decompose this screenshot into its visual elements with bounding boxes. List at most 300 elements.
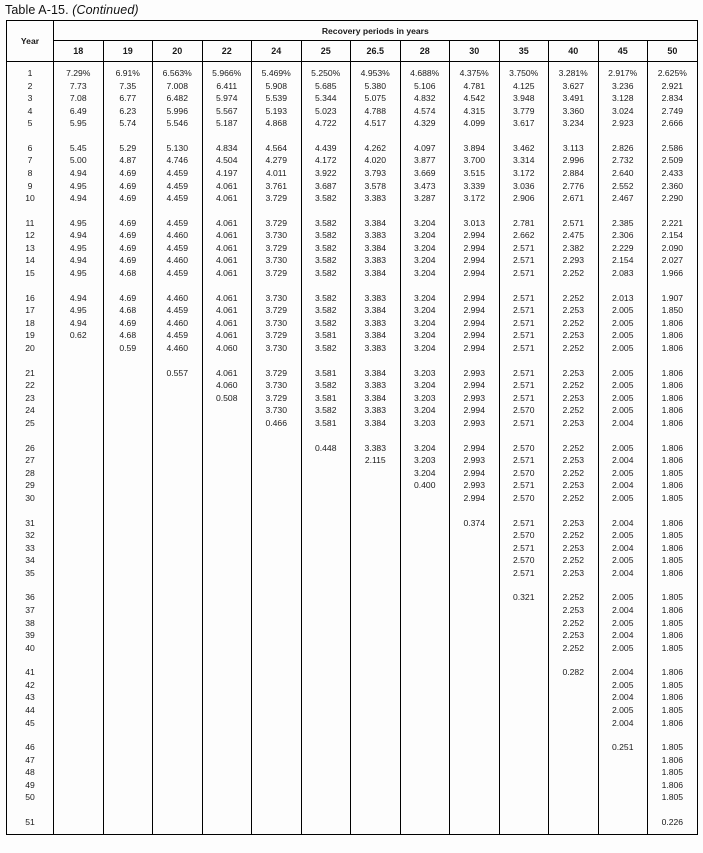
table-row	[7, 267, 698, 280]
rate-cell: 3.730	[252, 404, 302, 417]
rate-cell	[450, 604, 500, 617]
rate-cell: 4.460	[153, 254, 203, 267]
year-cell: 47	[25, 754, 35, 765]
rate-cell: 4.097	[400, 142, 450, 155]
table-row	[7, 142, 698, 155]
rate-cell: 2.306	[598, 229, 648, 242]
rate-cell	[549, 779, 599, 792]
rate-cell	[202, 604, 252, 617]
rate-cell: 3.204	[400, 342, 450, 355]
rate-cell: 2.083	[598, 267, 648, 280]
rate-cell	[153, 717, 203, 730]
table-row	[7, 517, 698, 530]
rate-cell: 3.383	[351, 292, 401, 305]
rate-cell: 4.011	[252, 167, 302, 180]
recovery-period-column-header: 22	[202, 41, 252, 62]
rate-cell	[103, 704, 153, 717]
rate-cell: 5.106	[400, 80, 450, 93]
rate-cell: 1.806	[648, 342, 698, 355]
rate-cell: 1.806	[648, 604, 698, 617]
recovery-period-column-header: 18	[54, 41, 104, 62]
rate-cell: 3.384	[351, 267, 401, 280]
rate-cell: 3.204	[400, 379, 450, 392]
recovery-period-column-header: 26.5	[351, 41, 401, 62]
rate-cell: 4.68	[103, 267, 153, 280]
rate-cell: 3.730	[252, 317, 302, 330]
rate-cell	[400, 766, 450, 779]
recovery-period-column-header: 40	[549, 41, 599, 62]
rate-cell: 4.868	[252, 117, 302, 130]
rate-cell: 3.384	[351, 367, 401, 380]
rate-cell	[153, 679, 203, 692]
rate-cell: 4.329	[400, 117, 450, 130]
rate-cell	[252, 791, 302, 804]
table-title-label: Table A-15.	[5, 3, 69, 17]
rate-cell	[450, 754, 500, 767]
rate-cell: 2.005	[598, 342, 648, 355]
rate-cell: 4.69	[103, 180, 153, 193]
rate-cell: 6.49	[54, 105, 104, 118]
rate-cell	[153, 666, 203, 679]
rate-cell	[153, 642, 203, 655]
rate-cell: 3.314	[499, 154, 549, 167]
rate-cell	[54, 791, 104, 804]
year-cell: 38	[25, 617, 35, 628]
rate-cell: 4.125	[499, 80, 549, 93]
rate-cell: 4.564	[252, 142, 302, 155]
rate-cell: 4.279	[252, 154, 302, 167]
rate-cell	[252, 766, 302, 779]
rate-cell	[54, 567, 104, 580]
rate-cell	[202, 666, 252, 679]
table-row	[7, 442, 698, 455]
rate-cell: 2.826	[598, 142, 648, 155]
rate-cell	[450, 717, 500, 730]
rate-cell: 3.204	[400, 442, 450, 455]
rate-cell	[54, 642, 104, 655]
year-cell: 8	[27, 168, 33, 179]
rate-cell: 3.204	[400, 292, 450, 305]
rate-cell: 2.571	[499, 542, 549, 555]
rate-cell: 3.339	[450, 180, 500, 193]
rate-cell: 3.384	[351, 392, 401, 405]
rate-cell: 3.729	[252, 392, 302, 405]
rate-cell	[400, 529, 450, 542]
rate-cell	[450, 766, 500, 779]
rate-cell: 3.203	[400, 367, 450, 380]
rate-cell: 5.469%	[252, 67, 302, 80]
rate-cell: 0.251	[598, 741, 648, 754]
rate-cell	[54, 404, 104, 417]
rate-cell	[549, 691, 599, 704]
rate-cell: 2.509	[648, 154, 698, 167]
rate-cell: 2.154	[598, 254, 648, 267]
table-row	[7, 791, 698, 804]
rate-cell: 4.061	[202, 329, 252, 342]
rate-cell	[252, 666, 302, 679]
rate-cell	[103, 679, 153, 692]
rate-cell: 3.729	[252, 367, 302, 380]
rate-cell	[103, 379, 153, 392]
year-cell: 28	[25, 467, 35, 478]
rate-cell: 4.94	[54, 292, 104, 305]
rate-cell: 1.806	[648, 417, 698, 430]
rate-cell: 2.253	[549, 304, 599, 317]
rate-cell: 3.281%	[549, 67, 599, 80]
rate-cell	[499, 791, 549, 804]
rate-cell: 2.993	[450, 417, 500, 430]
rate-cell	[202, 417, 252, 430]
rate-cell: 1.806	[648, 542, 698, 555]
rate-cell: 2.994	[450, 404, 500, 417]
rate-cell	[103, 417, 153, 430]
rate-cell: 2.571	[499, 392, 549, 405]
rate-cell	[301, 517, 351, 530]
rate-cell: 2.293	[549, 254, 599, 267]
table-row	[7, 167, 698, 180]
rate-cell: 4.061	[202, 192, 252, 205]
table-row	[7, 479, 698, 492]
rate-cell: 0.400	[400, 479, 450, 492]
rate-cell	[301, 754, 351, 767]
rate-cell	[549, 741, 599, 754]
year-cell: 12	[25, 230, 35, 241]
rate-cell: 4.542	[450, 92, 500, 105]
rate-cell: 3.383	[351, 317, 401, 330]
year-cell: 40	[25, 642, 35, 653]
rate-cell: 2.253	[549, 329, 599, 342]
rate-cell: 3.582	[301, 292, 351, 305]
table-row	[7, 467, 698, 480]
rate-cell	[301, 454, 351, 467]
rate-cell	[301, 591, 351, 604]
year-cell: 23	[25, 392, 35, 403]
rate-cell: 2.749	[648, 105, 698, 118]
recovery-period-column-header: 35	[499, 41, 549, 62]
rate-cell	[54, 367, 104, 380]
rate-cell	[252, 679, 302, 692]
rate-cell	[153, 479, 203, 492]
rate-cell: 2.571	[499, 367, 549, 380]
rate-cell: 2.013	[598, 292, 648, 305]
rate-cell: 3.582	[301, 192, 351, 205]
rate-cell: 2.253	[549, 367, 599, 380]
rate-cell: 2.004	[598, 454, 648, 467]
rate-cell: 2.570	[499, 554, 549, 567]
rate-cell: 4.459	[153, 167, 203, 180]
rate-cell	[400, 604, 450, 617]
rate-cell	[153, 766, 203, 779]
year-cell: 51	[25, 817, 35, 828]
rate-cell	[351, 629, 401, 642]
rate-cell: 2.994	[450, 242, 500, 255]
rate-cell	[54, 741, 104, 754]
rate-cell: 4.060	[202, 379, 252, 392]
rate-cell: 2.994	[450, 267, 500, 280]
rate-cell: 3.204	[400, 304, 450, 317]
rate-cell: 0.321	[499, 591, 549, 604]
rate-cell: 2.571	[499, 304, 549, 317]
rate-cell: 5.45	[54, 142, 104, 155]
rate-cell: 3.204	[400, 217, 450, 230]
rate-cell: 1.806	[648, 379, 698, 392]
rate-cell	[103, 392, 153, 405]
rate-cell: 2.570	[499, 442, 549, 455]
rate-cell	[153, 754, 203, 767]
rate-cell	[351, 554, 401, 567]
rate-cell	[301, 704, 351, 717]
rate-cell	[400, 517, 450, 530]
rate-cell	[400, 492, 450, 505]
rate-cell: 7.008	[153, 80, 203, 93]
rate-cell	[153, 791, 203, 804]
rate-cell	[301, 642, 351, 655]
rate-cell: 2.382	[549, 242, 599, 255]
table-row	[7, 117, 698, 130]
rate-cell	[400, 617, 450, 630]
rate-cell: 3.383	[351, 342, 401, 355]
rate-cell: 3.204	[400, 404, 450, 417]
year-cell: 5	[27, 118, 33, 129]
rate-cell: 2.252	[549, 442, 599, 455]
table-row	[7, 342, 698, 355]
rate-cell: 3.384	[351, 242, 401, 255]
year-cell: 17	[25, 305, 35, 316]
rate-cell	[351, 467, 401, 480]
rate-cell: 3.204	[400, 267, 450, 280]
rate-cell	[103, 741, 153, 754]
rate-cell: 7.35	[103, 80, 153, 93]
rate-cell	[598, 766, 648, 779]
rate-cell	[499, 691, 549, 704]
rate-cell: 3.204	[400, 467, 450, 480]
table-row	[7, 766, 698, 779]
year-cell: 20	[25, 342, 35, 353]
rate-cell: 1.805	[648, 617, 698, 630]
rate-cell: 4.746	[153, 154, 203, 167]
rate-cell: 3.582	[301, 404, 351, 417]
year-cell: 45	[25, 717, 35, 728]
rate-cell	[351, 567, 401, 580]
rate-cell: 3.172	[450, 192, 500, 205]
year-cell: 29	[25, 480, 35, 491]
rate-cell: 3.582	[301, 254, 351, 267]
rate-cell: 2.917%	[598, 67, 648, 80]
rate-cell: 2.253	[549, 479, 599, 492]
rate-cell: 1.805	[648, 679, 698, 692]
rate-cell: 2.996	[549, 154, 599, 167]
rate-cell: 2.571	[499, 267, 549, 280]
rate-cell: 4.172	[301, 154, 351, 167]
rate-cell	[54, 492, 104, 505]
table-title-continued: (Continued)	[72, 3, 139, 17]
rate-cell: 3.204	[400, 229, 450, 242]
rate-cell: 5.539	[252, 92, 302, 105]
rate-cell: 3.203	[400, 392, 450, 405]
rate-cell: 1.806	[648, 479, 698, 492]
rate-cell	[400, 567, 450, 580]
rate-cell	[153, 554, 203, 567]
rate-cell	[499, 766, 549, 779]
rate-cell: 2.252	[549, 317, 599, 330]
rate-cell: 3.234	[549, 117, 599, 130]
rate-cell	[351, 679, 401, 692]
rate-cell: 3.729	[252, 242, 302, 255]
rate-cell	[103, 367, 153, 380]
rate-cell: 4.460	[153, 292, 203, 305]
rate-cell: 4.460	[153, 229, 203, 242]
rate-cell: 5.685	[301, 80, 351, 93]
rate-cell: 3.582	[301, 379, 351, 392]
rate-cell: 2.005	[598, 379, 648, 392]
rate-cell: 0.62	[54, 329, 104, 342]
rate-cell: 2.252	[549, 292, 599, 305]
table-row	[7, 591, 698, 604]
rate-cell: 2.433	[648, 167, 698, 180]
rate-cell	[54, 554, 104, 567]
rate-cell	[202, 517, 252, 530]
rate-cell	[450, 617, 500, 630]
rate-cell	[202, 629, 252, 642]
rate-cell: 2.005	[598, 617, 648, 630]
rate-cell	[450, 741, 500, 754]
rate-cell: 2.005	[598, 704, 648, 717]
table-row	[7, 217, 698, 230]
table-row	[7, 816, 698, 829]
rate-cell: 2.005	[598, 404, 648, 417]
rate-cell	[301, 766, 351, 779]
rate-cell: 4.94	[54, 229, 104, 242]
rate-cell	[202, 779, 252, 792]
group-header-row	[7, 21, 698, 41]
rate-cell: 3.582	[301, 217, 351, 230]
rate-cell: 4.834	[202, 142, 252, 155]
rate-cell: 2.004	[598, 479, 648, 492]
rate-cell	[54, 679, 104, 692]
rate-cell: 1.805	[648, 554, 698, 567]
year-cell: 13	[25, 242, 35, 253]
rate-cell	[202, 591, 252, 604]
rate-cell: 2.005	[598, 492, 648, 505]
table-row	[7, 554, 698, 567]
rate-cell	[54, 417, 104, 430]
rate-cell: 3.730	[252, 292, 302, 305]
year-cell: 15	[25, 268, 35, 279]
rate-cell: 5.023	[301, 105, 351, 118]
rate-cell	[202, 816, 252, 829]
rate-cell: 2.994	[450, 229, 500, 242]
table-row	[7, 154, 698, 167]
column-number-header-row	[7, 41, 698, 62]
rate-cell: 4.69	[103, 192, 153, 205]
rate-cell	[202, 642, 252, 655]
rate-cell	[450, 542, 500, 555]
rate-cell: 4.460	[153, 342, 203, 355]
table-row	[7, 229, 698, 242]
rate-cell: 5.130	[153, 142, 203, 155]
rate-cell: 4.69	[103, 254, 153, 267]
year-cell: 9	[27, 180, 33, 191]
rate-cell: 3.730	[252, 254, 302, 267]
year-cell: 34	[25, 555, 35, 566]
rate-cell	[54, 542, 104, 555]
rate-cell	[301, 467, 351, 480]
group-gap-row	[7, 579, 698, 591]
rate-cell	[54, 717, 104, 730]
rate-cell: 2.732	[598, 154, 648, 167]
rate-cell: 2.004	[598, 417, 648, 430]
rate-cell	[400, 779, 450, 792]
rate-cell	[351, 591, 401, 604]
table-row	[7, 80, 698, 93]
rate-cell	[252, 617, 302, 630]
table-row	[7, 367, 698, 380]
rate-cell: 4.439	[301, 142, 351, 155]
rate-cell: 3.729	[252, 304, 302, 317]
rate-cell	[202, 766, 252, 779]
rate-cell: 4.459	[153, 304, 203, 317]
rate-cell: 5.00	[54, 154, 104, 167]
rate-cell: 3.729	[252, 267, 302, 280]
rate-cell: 2.570	[499, 467, 549, 480]
rate-cell: 2.005	[598, 529, 648, 542]
rate-cell: 0.226	[648, 816, 698, 829]
rate-cell: 2.252	[549, 267, 599, 280]
rate-cell	[153, 691, 203, 704]
rate-cell: 2.571	[499, 379, 549, 392]
rate-cell: 1.806	[648, 567, 698, 580]
rate-cell: 3.113	[549, 142, 599, 155]
table-row	[7, 67, 698, 80]
rate-cell: 2.571	[499, 567, 549, 580]
rate-cell: 4.68	[103, 329, 153, 342]
rate-cell	[202, 467, 252, 480]
year-cell: 31	[25, 517, 35, 528]
rate-cell: 2.571	[499, 417, 549, 430]
rate-cell: 4.459	[153, 329, 203, 342]
rate-cell	[450, 629, 500, 642]
rate-cell	[252, 454, 302, 467]
rate-cell	[252, 629, 302, 642]
rate-cell	[351, 816, 401, 829]
rate-cell	[450, 529, 500, 542]
rate-cell	[499, 679, 549, 692]
rate-cell: 3.730	[252, 379, 302, 392]
rate-cell: 2.906	[499, 192, 549, 205]
rate-cell	[450, 691, 500, 704]
rate-cell: 3.204	[400, 329, 450, 342]
rate-cell	[202, 454, 252, 467]
rate-cell: 2.005	[598, 304, 648, 317]
year-cell: 22	[25, 380, 35, 391]
rate-cell: 3.128	[598, 92, 648, 105]
rate-cell: 2.662	[499, 229, 549, 242]
year-cell: 42	[25, 679, 35, 690]
table-row	[7, 329, 698, 342]
rate-cell	[202, 679, 252, 692]
rate-cell: 2.994	[450, 442, 500, 455]
rate-cell	[54, 342, 104, 355]
rate-cell: 2.993	[450, 479, 500, 492]
rate-cell: 4.315	[450, 105, 500, 118]
rate-cell	[103, 629, 153, 642]
table-row	[7, 292, 698, 305]
rate-cell	[153, 529, 203, 542]
rate-cell: 5.567	[202, 105, 252, 118]
rate-cell: 4.788	[351, 105, 401, 118]
rate-cell: 2.884	[549, 167, 599, 180]
rate-cell: 3.383	[351, 192, 401, 205]
